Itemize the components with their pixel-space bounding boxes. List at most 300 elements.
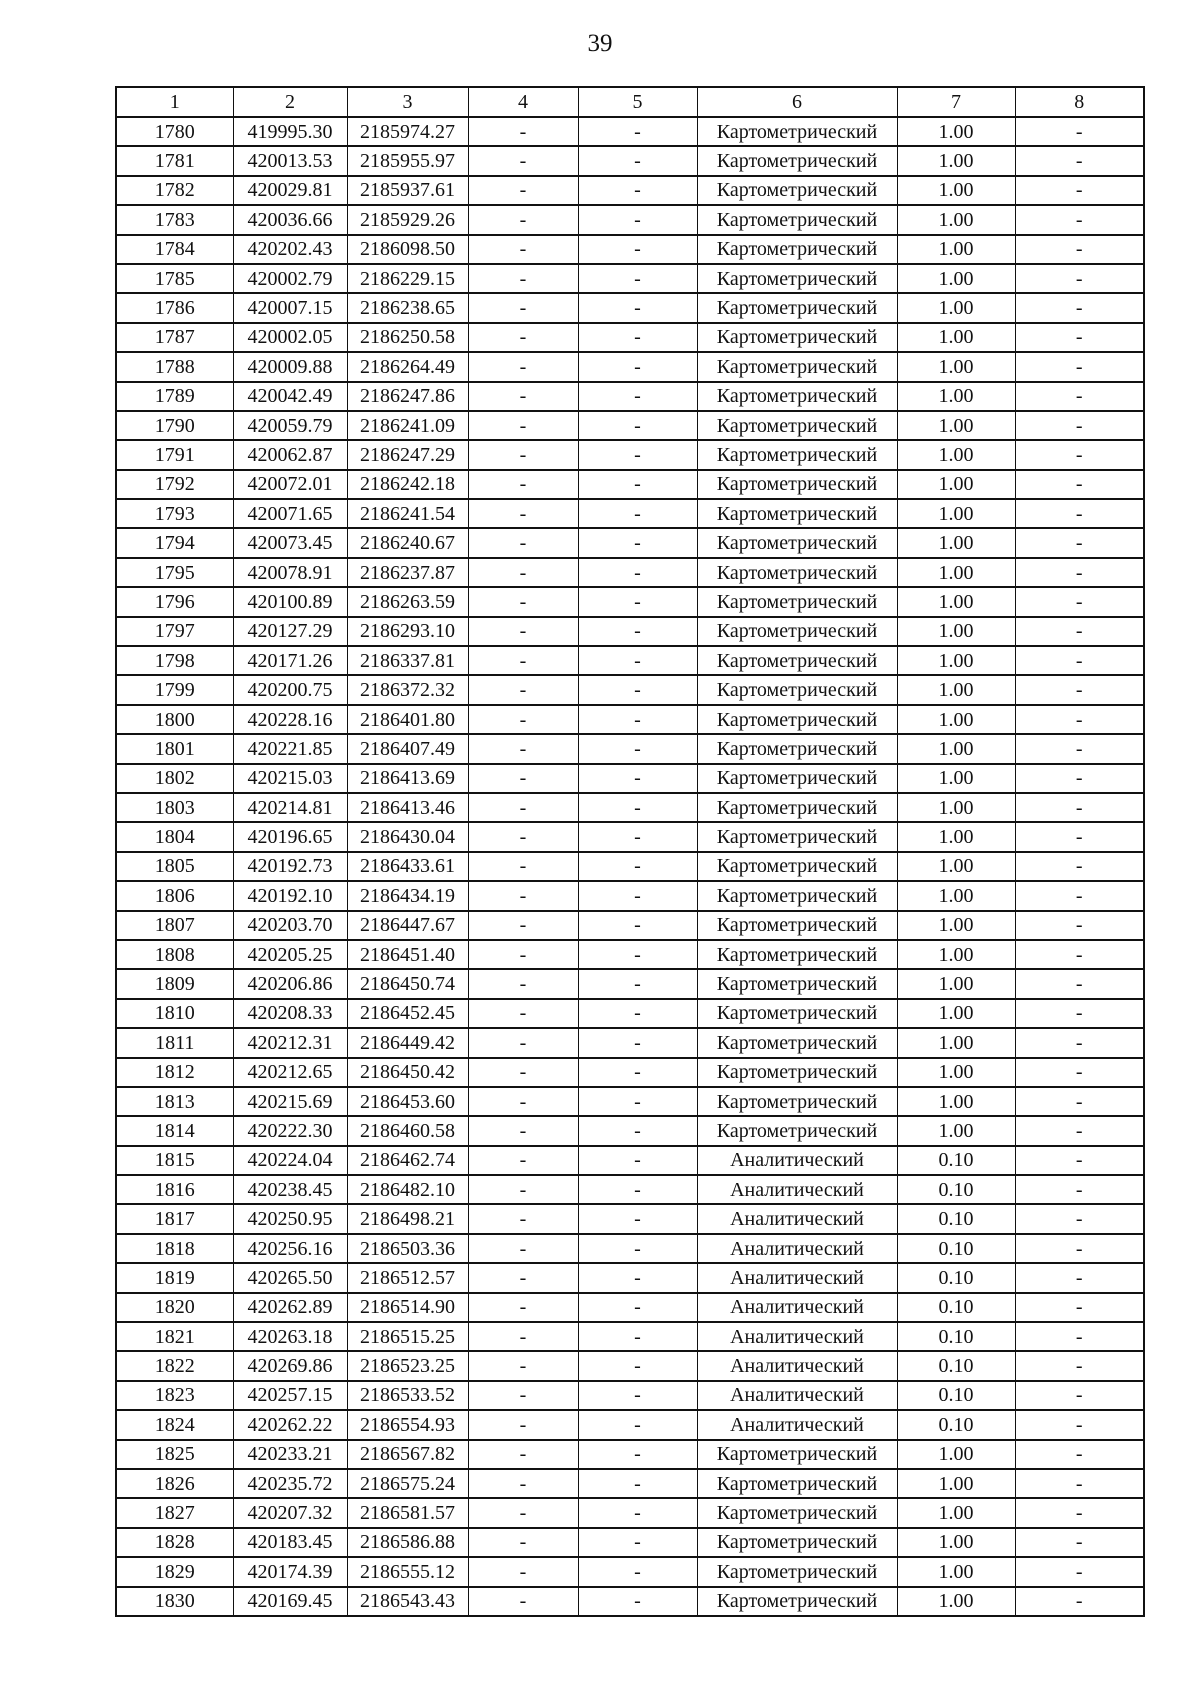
method-cell: Картометрический [697, 1469, 897, 1498]
table-row [116, 1587, 1144, 1616]
col4-cell: - [468, 146, 578, 175]
col4-cell: - [468, 969, 578, 998]
table-row [116, 1528, 1144, 1557]
table-row [116, 646, 1144, 675]
column-header-6: 6 [697, 87, 897, 117]
accuracy-cell: 1.00 [897, 1440, 1015, 1469]
method-cell: Картометрический [697, 705, 897, 734]
table-row [116, 1087, 1144, 1116]
x-coordinate-cell: 420212.31 [233, 1028, 347, 1057]
y-coordinate-cell: 2186293.10 [347, 617, 468, 646]
y-coordinate-cell: 2186240.67 [347, 528, 468, 557]
accuracy-cell: 1.00 [897, 117, 1015, 146]
accuracy-cell: 0.10 [897, 1351, 1015, 1380]
col4-cell: - [468, 911, 578, 940]
accuracy-cell: 1.00 [897, 587, 1015, 616]
accuracy-cell: 1.00 [897, 411, 1015, 440]
col8-cell: - [1015, 440, 1144, 469]
x-coordinate-cell: 420169.45 [233, 1587, 347, 1616]
method-cell: Аналитический [697, 1293, 897, 1322]
point-number-cell: 1810 [116, 999, 233, 1028]
col5-cell: - [578, 1440, 697, 1469]
method-cell: Картометрический [697, 146, 897, 175]
x-coordinate-cell: 420196.65 [233, 822, 347, 851]
col5-cell: - [578, 675, 697, 704]
col5-cell: - [578, 499, 697, 528]
accuracy-cell: 1.00 [897, 852, 1015, 881]
accuracy-cell: 1.00 [897, 499, 1015, 528]
col8-cell: - [1015, 1498, 1144, 1527]
accuracy-cell: 1.00 [897, 293, 1015, 322]
point-number-cell: 1800 [116, 705, 233, 734]
table-row [116, 352, 1144, 381]
x-coordinate-cell: 420078.91 [233, 558, 347, 587]
method-cell: Картометрический [697, 382, 897, 411]
col8-cell: - [1015, 969, 1144, 998]
y-coordinate-cell: 2185955.97 [347, 146, 468, 175]
y-coordinate-cell: 2186430.04 [347, 822, 468, 851]
col5-cell: - [578, 1410, 697, 1439]
y-coordinate-cell: 2186413.69 [347, 764, 468, 793]
table-row [116, 587, 1144, 616]
header-row [116, 87, 1144, 117]
x-coordinate-cell: 420212.65 [233, 1058, 347, 1087]
accuracy-cell: 1.00 [897, 146, 1015, 175]
col5-cell: - [578, 382, 697, 411]
table-row [116, 940, 1144, 969]
accuracy-cell: 1.00 [897, 881, 1015, 910]
method-cell: Аналитический [697, 1381, 897, 1410]
col8-cell: - [1015, 940, 1144, 969]
table-row [116, 1498, 1144, 1527]
y-coordinate-cell: 2186452.45 [347, 999, 468, 1028]
y-coordinate-cell: 2186586.88 [347, 1528, 468, 1557]
x-coordinate-cell: 420205.25 [233, 940, 347, 969]
y-coordinate-cell: 2186250.58 [347, 323, 468, 352]
col8-cell: - [1015, 587, 1144, 616]
accuracy-cell: 1.00 [897, 1498, 1015, 1527]
y-coordinate-cell: 2186247.86 [347, 382, 468, 411]
point-number-cell: 1795 [116, 558, 233, 587]
x-coordinate-cell: 420265.50 [233, 1263, 347, 1292]
col4-cell: - [468, 1263, 578, 1292]
x-coordinate-cell: 420192.10 [233, 881, 347, 910]
col8-cell: - [1015, 146, 1144, 175]
accuracy-cell: 1.00 [897, 999, 1015, 1028]
col4-cell: - [468, 528, 578, 557]
col5-cell: - [578, 1587, 697, 1616]
col4-cell: - [468, 293, 578, 322]
accuracy-cell: 0.10 [897, 1175, 1015, 1204]
col4-cell: - [468, 764, 578, 793]
x-coordinate-cell: 420207.32 [233, 1498, 347, 1527]
col4-cell: - [468, 1146, 578, 1175]
col4-cell: - [468, 793, 578, 822]
point-number-cell: 1784 [116, 235, 233, 264]
x-coordinate-cell: 420222.30 [233, 1116, 347, 1145]
col5-cell: - [578, 1204, 697, 1233]
point-number-cell: 1817 [116, 1204, 233, 1233]
col5-cell: - [578, 1293, 697, 1322]
col5-cell: - [578, 911, 697, 940]
col8-cell: - [1015, 1469, 1144, 1498]
y-coordinate-cell: 2186449.42 [347, 1028, 468, 1057]
point-number-cell: 1829 [116, 1557, 233, 1586]
method-cell: Картометрический [697, 999, 897, 1028]
table-row [116, 146, 1144, 175]
method-cell: Картометрический [697, 1116, 897, 1145]
point-number-cell: 1798 [116, 646, 233, 675]
method-cell: Картометрический [697, 558, 897, 587]
method-cell: Картометрический [697, 440, 897, 469]
table-row [116, 440, 1144, 469]
point-number-cell: 1813 [116, 1087, 233, 1116]
accuracy-cell: 1.00 [897, 382, 1015, 411]
col4-cell: - [468, 323, 578, 352]
table-row [116, 411, 1144, 440]
column-header-2: 2 [233, 87, 347, 117]
col8-cell: - [1015, 1528, 1144, 1557]
col4-cell: - [468, 587, 578, 616]
method-cell: Картометрический [697, 940, 897, 969]
table-row [116, 881, 1144, 910]
point-number-cell: 1806 [116, 881, 233, 910]
accuracy-cell: 1.00 [897, 1557, 1015, 1586]
col8-cell: - [1015, 822, 1144, 851]
col8-cell: - [1015, 1234, 1144, 1263]
y-coordinate-cell: 2186434.19 [347, 881, 468, 910]
col8-cell: - [1015, 293, 1144, 322]
col4-cell: - [468, 440, 578, 469]
point-number-cell: 1818 [116, 1234, 233, 1263]
col5-cell: - [578, 1322, 697, 1351]
col4-cell: - [468, 117, 578, 146]
x-coordinate-cell: 420208.33 [233, 999, 347, 1028]
col4-cell: - [468, 499, 578, 528]
col8-cell: - [1015, 646, 1144, 675]
method-cell: Аналитический [697, 1175, 897, 1204]
method-cell: Картометрический [697, 1528, 897, 1557]
table-row [116, 1381, 1144, 1410]
accuracy-cell: 1.00 [897, 528, 1015, 557]
col5-cell: - [578, 1381, 697, 1410]
accuracy-cell: 0.10 [897, 1293, 1015, 1322]
col5-cell: - [578, 1557, 697, 1586]
point-number-cell: 1814 [116, 1116, 233, 1145]
accuracy-cell: 1.00 [897, 822, 1015, 851]
method-cell: Картометрический [697, 881, 897, 910]
accuracy-cell: 1.00 [897, 558, 1015, 587]
y-coordinate-cell: 2186543.43 [347, 1587, 468, 1616]
point-number-cell: 1830 [116, 1587, 233, 1616]
table-row [116, 764, 1144, 793]
accuracy-cell: 1.00 [897, 1469, 1015, 1498]
accuracy-cell: 1.00 [897, 646, 1015, 675]
accuracy-cell: 1.00 [897, 734, 1015, 763]
method-cell: Картометрический [697, 1587, 897, 1616]
col4-cell: - [468, 1410, 578, 1439]
accuracy-cell: 0.10 [897, 1381, 1015, 1410]
x-coordinate-cell: 420009.88 [233, 352, 347, 381]
col5-cell: - [578, 793, 697, 822]
accuracy-cell: 0.10 [897, 1410, 1015, 1439]
point-number-cell: 1787 [116, 323, 233, 352]
table-row [116, 293, 1144, 322]
y-coordinate-cell: 2186407.49 [347, 734, 468, 763]
col4-cell: - [468, 881, 578, 910]
col5-cell: - [578, 352, 697, 381]
col4-cell: - [468, 999, 578, 1028]
accuracy-cell: 1.00 [897, 440, 1015, 469]
y-coordinate-cell: 2186567.82 [347, 1440, 468, 1469]
accuracy-cell: 0.10 [897, 1146, 1015, 1175]
col8-cell: - [1015, 1410, 1144, 1439]
method-cell: Аналитический [697, 1410, 897, 1439]
col5-cell: - [578, 881, 697, 910]
y-coordinate-cell: 2185974.27 [347, 117, 468, 146]
accuracy-cell: 1.00 [897, 1587, 1015, 1616]
accuracy-cell: 1.00 [897, 323, 1015, 352]
col5-cell: - [578, 176, 697, 205]
column-header-8: 8 [1015, 87, 1144, 117]
col8-cell: - [1015, 323, 1144, 352]
y-coordinate-cell: 2186263.59 [347, 587, 468, 616]
col4-cell: - [468, 1204, 578, 1233]
point-number-cell: 1825 [116, 1440, 233, 1469]
method-cell: Картометрический [697, 734, 897, 763]
x-coordinate-cell: 420215.69 [233, 1087, 347, 1116]
method-cell: Картометрический [697, 764, 897, 793]
y-coordinate-cell: 2186433.61 [347, 852, 468, 881]
col8-cell: - [1015, 675, 1144, 704]
col5-cell: - [578, 940, 697, 969]
method-cell: Картометрический [697, 264, 897, 293]
column-header-4: 4 [468, 87, 578, 117]
col5-cell: - [578, 1234, 697, 1263]
y-coordinate-cell: 2186450.74 [347, 969, 468, 998]
y-coordinate-cell: 2186237.87 [347, 558, 468, 587]
method-cell: Картометрический [697, 675, 897, 704]
x-coordinate-cell: 420013.53 [233, 146, 347, 175]
table-row [116, 499, 1144, 528]
point-number-cell: 1786 [116, 293, 233, 322]
method-cell: Картометрический [697, 793, 897, 822]
col8-cell: - [1015, 411, 1144, 440]
table-body [116, 117, 1144, 1616]
x-coordinate-cell: 420127.29 [233, 617, 347, 646]
col4-cell: - [468, 264, 578, 293]
accuracy-cell: 1.00 [897, 235, 1015, 264]
col5-cell: - [578, 528, 697, 557]
method-cell: Картометрический [697, 1440, 897, 1469]
col4-cell: - [468, 235, 578, 264]
col4-cell: - [468, 1028, 578, 1057]
col8-cell: - [1015, 1440, 1144, 1469]
table-row [116, 793, 1144, 822]
x-coordinate-cell: 420171.26 [233, 646, 347, 675]
table-row [116, 1351, 1144, 1380]
table-row [116, 470, 1144, 499]
x-coordinate-cell: 420007.15 [233, 293, 347, 322]
accuracy-cell: 1.00 [897, 205, 1015, 234]
accuracy-cell: 1.00 [897, 1528, 1015, 1557]
table-row [116, 617, 1144, 646]
table-row [116, 1322, 1144, 1351]
y-coordinate-cell: 2186555.12 [347, 1557, 468, 1586]
y-coordinate-cell: 2186241.09 [347, 411, 468, 440]
method-cell: Картометрический [697, 1087, 897, 1116]
y-coordinate-cell: 2186515.25 [347, 1322, 468, 1351]
col8-cell: - [1015, 1557, 1144, 1586]
accuracy-cell: 1.00 [897, 1058, 1015, 1087]
y-coordinate-cell: 2186401.80 [347, 705, 468, 734]
method-cell: Картометрический [697, 911, 897, 940]
col5-cell: - [578, 1528, 697, 1557]
y-coordinate-cell: 2185929.26 [347, 205, 468, 234]
point-number-cell: 1821 [116, 1322, 233, 1351]
col4-cell: - [468, 822, 578, 851]
y-coordinate-cell: 2186242.18 [347, 470, 468, 499]
table-row [116, 1263, 1144, 1292]
col5-cell: - [578, 1058, 697, 1087]
method-cell: Картометрический [697, 470, 897, 499]
table-row [116, 264, 1144, 293]
table-row [116, 1234, 1144, 1263]
table-row [116, 528, 1144, 557]
point-number-cell: 1828 [116, 1528, 233, 1557]
x-coordinate-cell: 420206.86 [233, 969, 347, 998]
point-number-cell: 1826 [116, 1469, 233, 1498]
table-row [116, 176, 1144, 205]
col8-cell: - [1015, 881, 1144, 910]
col4-cell: - [468, 411, 578, 440]
table-row [116, 382, 1144, 411]
accuracy-cell: 1.00 [897, 470, 1015, 499]
col8-cell: - [1015, 999, 1144, 1028]
col8-cell: - [1015, 382, 1144, 411]
accuracy-cell: 1.00 [897, 705, 1015, 734]
x-coordinate-cell: 420071.65 [233, 499, 347, 528]
col5-cell: - [578, 235, 697, 264]
col4-cell: - [468, 1351, 578, 1380]
col8-cell: - [1015, 1587, 1144, 1616]
y-coordinate-cell: 2186503.36 [347, 1234, 468, 1263]
col5-cell: - [578, 764, 697, 793]
col5-cell: - [578, 822, 697, 851]
y-coordinate-cell: 2186575.24 [347, 1469, 468, 1498]
col4-cell: - [468, 940, 578, 969]
col8-cell: - [1015, 617, 1144, 646]
method-cell: Картометрический [697, 617, 897, 646]
method-cell: Картометрический [697, 852, 897, 881]
col5-cell: - [578, 1469, 697, 1498]
column-header-3: 3 [347, 87, 468, 117]
col8-cell: - [1015, 764, 1144, 793]
accuracy-cell: 0.10 [897, 1204, 1015, 1233]
x-coordinate-cell: 420221.85 [233, 734, 347, 763]
x-coordinate-cell: 420214.81 [233, 793, 347, 822]
y-coordinate-cell: 2186247.29 [347, 440, 468, 469]
point-number-cell: 1791 [116, 440, 233, 469]
col4-cell: - [468, 1381, 578, 1410]
col8-cell: - [1015, 1028, 1144, 1057]
col4-cell: - [468, 646, 578, 675]
x-coordinate-cell: 420100.89 [233, 587, 347, 616]
col5-cell: - [578, 1498, 697, 1527]
col4-cell: - [468, 176, 578, 205]
table-row [116, 969, 1144, 998]
col4-cell: - [468, 1058, 578, 1087]
y-coordinate-cell: 2186512.57 [347, 1263, 468, 1292]
col8-cell: - [1015, 852, 1144, 881]
y-coordinate-cell: 2186462.74 [347, 1146, 468, 1175]
col8-cell: - [1015, 176, 1144, 205]
y-coordinate-cell: 2186482.10 [347, 1175, 468, 1204]
column-header-5: 5 [578, 87, 697, 117]
point-number-cell: 1804 [116, 822, 233, 851]
table-row [116, 911, 1144, 940]
col8-cell: - [1015, 1058, 1144, 1087]
accuracy-cell: 0.10 [897, 1234, 1015, 1263]
accuracy-cell: 1.00 [897, 352, 1015, 381]
col4-cell: - [468, 1293, 578, 1322]
method-cell: Картометрический [697, 499, 897, 528]
x-coordinate-cell: 420233.21 [233, 1440, 347, 1469]
table-row [116, 675, 1144, 704]
table-row [116, 205, 1144, 234]
method-cell: Картометрический [697, 293, 897, 322]
col5-cell: - [578, 1351, 697, 1380]
table-row [116, 999, 1144, 1028]
col5-cell: - [578, 1028, 697, 1057]
col8-cell: - [1015, 1263, 1144, 1292]
point-number-cell: 1822 [116, 1351, 233, 1380]
x-coordinate-cell: 420200.75 [233, 675, 347, 704]
table-row [116, 1293, 1144, 1322]
x-coordinate-cell: 420002.05 [233, 323, 347, 352]
y-coordinate-cell: 2186514.90 [347, 1293, 468, 1322]
method-cell: Картометрический [697, 969, 897, 998]
method-cell: Аналитический [697, 1234, 897, 1263]
col8-cell: - [1015, 558, 1144, 587]
point-number-cell: 1788 [116, 352, 233, 381]
col8-cell: - [1015, 1322, 1144, 1351]
table-row [116, 1058, 1144, 1087]
col8-cell: - [1015, 352, 1144, 381]
col5-cell: - [578, 264, 697, 293]
col8-cell: - [1015, 1381, 1144, 1410]
table-row [116, 1175, 1144, 1204]
point-number-cell: 1807 [116, 911, 233, 940]
point-number-cell: 1808 [116, 940, 233, 969]
table-row [116, 1440, 1144, 1469]
col4-cell: - [468, 1469, 578, 1498]
y-coordinate-cell: 2186450.42 [347, 1058, 468, 1087]
x-coordinate-cell: 420257.15 [233, 1381, 347, 1410]
accuracy-cell: 1.00 [897, 1116, 1015, 1145]
col4-cell: - [468, 734, 578, 763]
col8-cell: - [1015, 1204, 1144, 1233]
y-coordinate-cell: 2186523.25 [347, 1351, 468, 1380]
table-row [116, 705, 1144, 734]
page-number: 39 [587, 30, 613, 57]
col4-cell: - [468, 1587, 578, 1616]
point-number-cell: 1816 [116, 1175, 233, 1204]
x-coordinate-cell: 420002.79 [233, 264, 347, 293]
col4-cell: - [468, 1116, 578, 1145]
method-cell: Картометрический [697, 323, 897, 352]
method-cell: Картометрический [697, 205, 897, 234]
